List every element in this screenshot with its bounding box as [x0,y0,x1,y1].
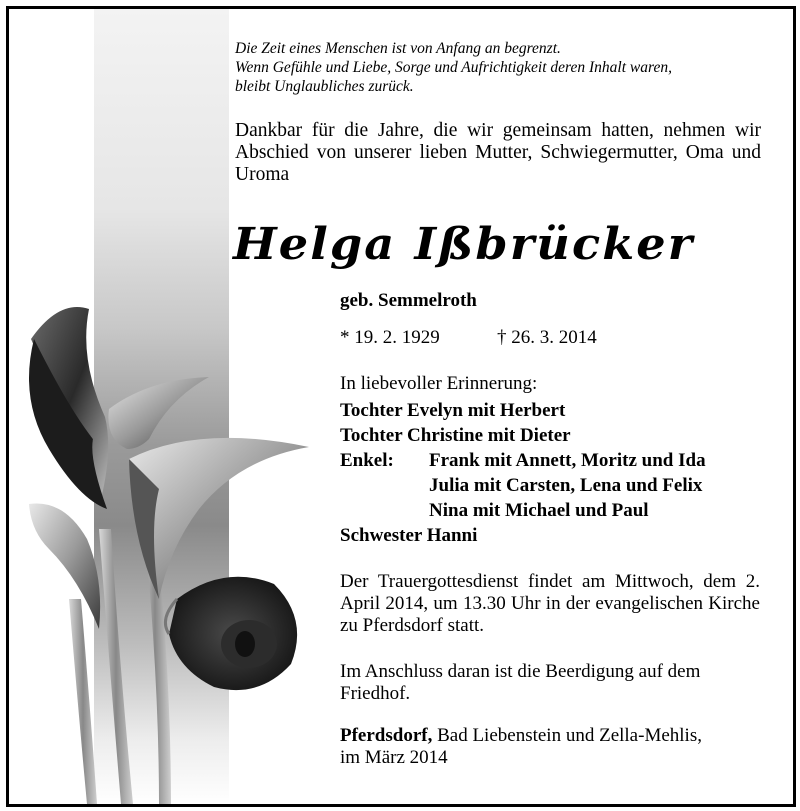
signoff-date: im März 2014 [340,747,448,768]
signoff-place: Pferdsdorf, [340,725,433,746]
mourner-daughter-1: Tochter Evelyn mit Herbert [340,400,566,421]
grandchildren-label: Enkel: [340,450,394,471]
memory-heading: In liebevoller Erinnerung: [340,373,538,394]
mourner-daughter-2: Tochter Christine mit Dieter [340,425,571,446]
deceased-name: Helga Ißbrücker [233,219,695,270]
motto-line-3: bleibt Unglaubliches zurück. [235,78,414,95]
obituary-frame [6,6,796,807]
service-text: Der Trauergottesdienst findet am Mittwoch, dem 2. April 2014, um 13.30 Uhr in der evangelischen Kirche zu Pferdsdorf statt. [340,571,760,636]
motto-line-2: Wenn Gefühle und Liebe, Sorge und Aufrichtigkeit deren Inhalt waren, [235,59,672,76]
intro-text: Dankbar für die Jahre, die wir gemeinsam hatten, nehmen wir Abschied von unserer lieben Mutter, Schwiegermutter, Oma und Uroma [235,120,761,185]
mourner-sister: Schwester Hanni [340,525,478,546]
death-date: † 26. 3. 2014 [497,327,597,348]
calla-lily-illustration [9,299,319,804]
birth-date: * 19. 2. 1929 [340,327,440,348]
signoff-others: Bad Liebenstein und Zella-Mehlis, [432,725,702,746]
mourner-grandchild-3: Nina mit Michael und Paul [429,500,649,521]
mourner-grandchild-1: Frank mit Annett, Moritz und Ida [429,450,706,471]
motto-line-1: Die Zeit eines Menschen ist von Anfang an begrenzt. [235,40,561,57]
burial-text: Im Anschluss daran ist die Beerdigung auf dem Friedhof. [340,661,701,704]
mourner-grandchild-2: Julia mit Carsten, Lena und Felix [429,475,703,496]
signoff [340,725,760,769]
signoff-line-1 [340,725,760,747]
motto [235,39,765,96]
birth-name: geb. Semmelroth [340,290,477,311]
